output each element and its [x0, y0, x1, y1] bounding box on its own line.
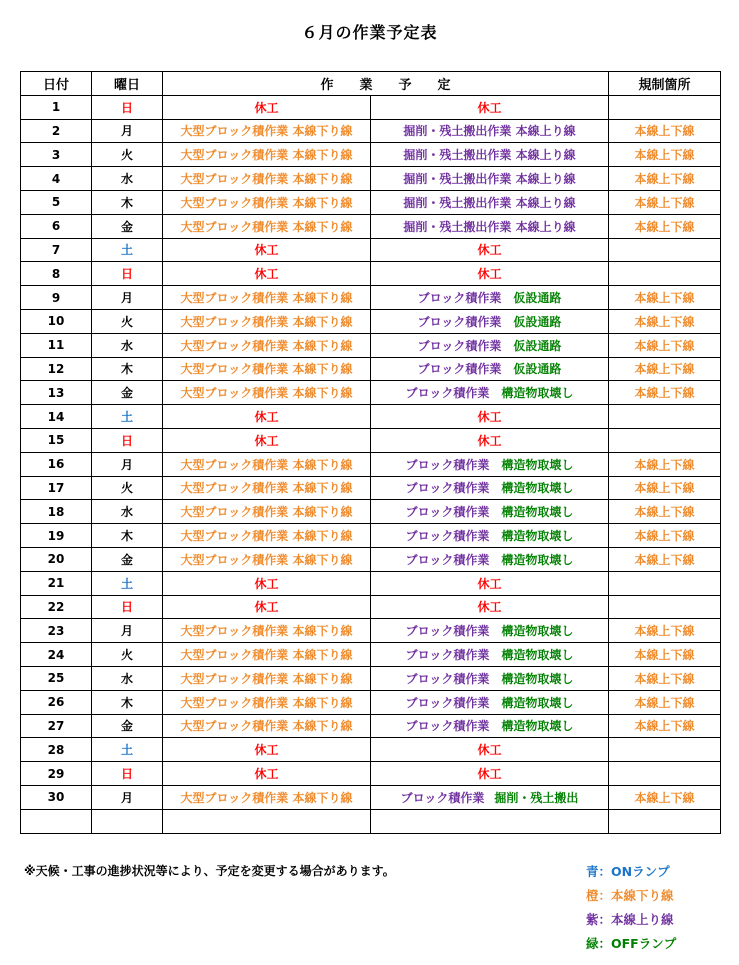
pm-work-location: 構造物取壊し: [501, 386, 574, 401]
table-row: [21, 333, 721, 357]
am-work-cell: 大型ブロック積作業 本線下り線: [163, 619, 371, 643]
pm-work-cell: [371, 643, 609, 667]
restricted-cell: [609, 262, 721, 286]
restricted-cell: 本線上下線: [609, 476, 721, 500]
pm-work-cell: [371, 809, 609, 833]
day-cell: 11: [21, 333, 92, 357]
weekday-cell: 日: [92, 428, 163, 452]
weekday-cell: 月: [92, 119, 163, 143]
pm-work-location: 仮設通路: [513, 362, 562, 377]
pm-work-location: 構造物取壊し: [501, 671, 574, 686]
table-row: [21, 714, 721, 738]
pm-work-cell: [371, 309, 609, 333]
pm-work-name: ブロック積作業: [405, 481, 490, 496]
restricted-cell: 本線上下線: [609, 666, 721, 690]
am-work-cell: [163, 809, 371, 833]
am-work-cell: 大型ブロック積作業 本線下り線: [163, 452, 371, 476]
page-title: ６月の作業予定表: [301, 23, 438, 42]
table-row: [21, 690, 721, 714]
pm-work-location: 構造物取壊し: [501, 719, 574, 734]
am-work-cell: 大型ブロック積作業 本線下り線: [163, 214, 371, 238]
day-cell: 25: [21, 666, 92, 690]
pm-work-name: 掘削・残土搬出作業 本線上り線: [403, 172, 576, 187]
table-row: [21, 262, 721, 286]
weekday-cell: 日: [92, 762, 163, 786]
weekday-cell: 土: [92, 405, 163, 429]
header-weekday: 曜日: [92, 72, 163, 96]
day-cell: 28: [21, 738, 92, 762]
table-row: [21, 428, 721, 452]
pm-work-name: 掘削・残土搬出作業 本線上り線: [403, 219, 576, 234]
table-row: [21, 309, 721, 333]
pm-work-cell: 休工: [371, 762, 609, 786]
table-row: [21, 547, 721, 571]
day-cell: 6: [21, 214, 92, 238]
restricted-cell: 本線上下線: [609, 286, 721, 310]
day-cell: 23: [21, 619, 92, 643]
weekday-cell: 火: [92, 643, 163, 667]
am-work-cell: 休工: [163, 571, 371, 595]
pm-work-location: 構造物取壊し: [501, 552, 574, 567]
am-work-cell: 大型ブロック積作業 本線下り線: [163, 643, 371, 667]
pm-work-location: 構造物取壊し: [501, 624, 574, 639]
table-row: [21, 143, 721, 167]
day-cell: 1: [21, 95, 92, 119]
pm-work-cell: [371, 357, 609, 381]
schedule-table: [20, 71, 721, 834]
restricted-cell: 本線上下線: [609, 167, 721, 191]
pm-work-name: ブロック積作業: [405, 671, 490, 686]
weekday-cell: 金: [92, 547, 163, 571]
table-row: [21, 738, 721, 762]
restricted-cell: [609, 595, 721, 619]
pm-work-cell: [371, 666, 609, 690]
pm-work-name: ブロック積作業: [405, 505, 490, 520]
day-cell: 27: [21, 714, 92, 738]
color-legend: [586, 860, 676, 956]
table-row: [21, 357, 721, 381]
table-row: [21, 595, 721, 619]
restricted-cell: [609, 428, 721, 452]
schedule-note: ※天候・工事の進捗状況等により、予定を変更する場合があります。: [24, 864, 395, 878]
schedule-body: [21, 95, 721, 833]
legend-item: 紫：本線上り線: [586, 912, 674, 927]
legend-item: 青：ONランプ: [586, 864, 670, 879]
restricted-cell: [609, 405, 721, 429]
pm-work-name: 掘削・残土搬出作業 本線上り線: [403, 148, 576, 163]
day-cell: 30: [21, 785, 92, 809]
pm-work-cell: [371, 452, 609, 476]
am-work-cell: 大型ブロック積作業 本線下り線: [163, 381, 371, 405]
day-cell: 10: [21, 309, 92, 333]
restricted-cell: 本線上下線: [609, 524, 721, 548]
restricted-cell: 本線上下線: [609, 119, 721, 143]
restricted-cell: 本線上下線: [609, 643, 721, 667]
day-cell: 18: [21, 500, 92, 524]
restricted-cell: 本線上下線: [609, 547, 721, 571]
restricted-cell: [609, 238, 721, 262]
am-work-cell: 休工: [163, 262, 371, 286]
weekday-cell: 月: [92, 785, 163, 809]
restricted-cell: 本線上下線: [609, 190, 721, 214]
am-work-cell: 大型ブロック積作業 本線下り線: [163, 333, 371, 357]
restricted-cell: 本線上下線: [609, 309, 721, 333]
day-cell: 13: [21, 381, 92, 405]
pm-work-cell: 休工: [371, 595, 609, 619]
restricted-cell: 本線上下線: [609, 214, 721, 238]
restricted-cell: 本線上下線: [609, 690, 721, 714]
weekday-cell: 金: [92, 381, 163, 405]
pm-work-location: 掘削・残土搬出: [494, 790, 579, 805]
weekday-cell: 金: [92, 714, 163, 738]
am-work-cell: 大型ブロック積作業 本線下り線: [163, 119, 371, 143]
day-cell: 19: [21, 524, 92, 548]
restricted-cell: 本線上下線: [609, 619, 721, 643]
weekday-cell: 水: [92, 666, 163, 690]
am-work-cell: 大型ブロック積作業 本線下り線: [163, 167, 371, 191]
weekday-cell: 月: [92, 286, 163, 310]
weekday-cell: 火: [92, 309, 163, 333]
weekday-cell: 木: [92, 690, 163, 714]
table-row: [21, 643, 721, 667]
day-cell: 21: [21, 571, 92, 595]
table-row: [21, 452, 721, 476]
pm-work-cell: [371, 214, 609, 238]
pm-work-cell: [371, 381, 609, 405]
pm-work-location: 構造物取壊し: [501, 648, 574, 663]
pm-work-cell: 休工: [371, 95, 609, 119]
weekday-cell: 木: [92, 357, 163, 381]
pm-work-name: ブロック積作業: [405, 457, 490, 472]
table-row: [21, 785, 721, 809]
restricted-cell: [609, 809, 721, 833]
table-row: [21, 214, 721, 238]
restricted-cell: 本線上下線: [609, 785, 721, 809]
pm-work-cell: [371, 167, 609, 191]
day-cell: 15: [21, 428, 92, 452]
table-row: [21, 286, 721, 310]
table-row: [21, 524, 721, 548]
restricted-cell: [609, 571, 721, 595]
pm-work-name: ブロック積作業: [417, 362, 502, 377]
pm-work-cell: 休工: [371, 571, 609, 595]
am-work-cell: 大型ブロック積作業 本線下り線: [163, 547, 371, 571]
day-cell: 26: [21, 690, 92, 714]
table-row: [21, 762, 721, 786]
pm-work-location: 構造物取壊し: [501, 481, 574, 496]
day-cell: 14: [21, 405, 92, 429]
pm-work-cell: [371, 714, 609, 738]
pm-work-name: ブロック積作業: [405, 552, 490, 567]
am-work-cell: 休工: [163, 595, 371, 619]
pm-work-location: 構造物取壊し: [501, 505, 574, 520]
weekday-cell: 木: [92, 190, 163, 214]
restricted-cell: 本線上下線: [609, 333, 721, 357]
pm-work-cell: [371, 119, 609, 143]
restricted-cell: 本線上下線: [609, 357, 721, 381]
header-restricted: 規制箇所: [609, 72, 721, 96]
pm-work-cell: [371, 143, 609, 167]
table-row: [21, 119, 721, 143]
restricted-cell: 本線上下線: [609, 381, 721, 405]
pm-work-name: ブロック積作業: [417, 291, 502, 306]
restricted-cell: [609, 738, 721, 762]
restricted-cell: 本線上下線: [609, 714, 721, 738]
restricted-cell: [609, 762, 721, 786]
weekday-cell: 土: [92, 571, 163, 595]
pm-work-name: ブロック積作業: [405, 719, 490, 734]
pm-work-name: ブロック積作業: [417, 338, 502, 353]
am-work-cell: 大型ブロック積作業 本線下り線: [163, 500, 371, 524]
am-work-cell: 大型ブロック積作業 本線下り線: [163, 666, 371, 690]
am-work-cell: 大型ブロック積作業 本線下り線: [163, 286, 371, 310]
day-cell: 2: [21, 119, 92, 143]
weekday-cell: 日: [92, 95, 163, 119]
weekday-cell: 火: [92, 476, 163, 500]
pm-work-cell: [371, 619, 609, 643]
pm-work-cell: [371, 690, 609, 714]
header-day: 日付: [21, 72, 92, 96]
table-row: [21, 476, 721, 500]
day-cell: 3: [21, 143, 92, 167]
pm-work-cell: [371, 547, 609, 571]
pm-work-name: ブロック積作業: [405, 624, 490, 639]
pm-work-cell: [371, 333, 609, 357]
am-work-cell: 休工: [163, 428, 371, 452]
am-work-cell: 休工: [163, 238, 371, 262]
pm-work-cell: 休工: [371, 262, 609, 286]
day-cell: 17: [21, 476, 92, 500]
restricted-cell: 本線上下線: [609, 143, 721, 167]
pm-work-name: ブロック積作業: [405, 386, 490, 401]
weekday-cell: 日: [92, 262, 163, 286]
pm-work-cell: [371, 190, 609, 214]
am-work-cell: 休工: [163, 762, 371, 786]
pm-work-name: 掘削・残土搬出作業 本線上り線: [403, 195, 576, 210]
weekday-cell: 火: [92, 143, 163, 167]
am-work-cell: 休工: [163, 738, 371, 762]
weekday-cell: 土: [92, 238, 163, 262]
weekday-cell: 木: [92, 524, 163, 548]
am-work-cell: 大型ブロック積作業 本線下り線: [163, 190, 371, 214]
pm-work-name: ブロック積作業: [405, 648, 490, 663]
am-work-cell: 休工: [163, 405, 371, 429]
weekday-cell: 日: [92, 595, 163, 619]
day-cell: 29: [21, 762, 92, 786]
table-row: [21, 571, 721, 595]
table-row: [21, 666, 721, 690]
day-cell: [21, 809, 92, 833]
pm-work-cell: [371, 476, 609, 500]
pm-work-cell: [371, 500, 609, 524]
table-row: [21, 381, 721, 405]
day-cell: 5: [21, 190, 92, 214]
pm-work-name: ブロック積作業: [417, 314, 502, 329]
legend-item: 橙：本線下り線: [586, 888, 674, 903]
weekday-cell: 水: [92, 167, 163, 191]
pm-work-name: 掘削・残土搬出作業 本線上り線: [403, 124, 576, 139]
weekday-cell: 土: [92, 738, 163, 762]
pm-work-location: 構造物取壊し: [501, 457, 574, 472]
day-cell: 16: [21, 452, 92, 476]
weekday-cell: [92, 809, 163, 833]
pm-work-cell: 休工: [371, 428, 609, 452]
weekday-cell: 水: [92, 333, 163, 357]
weekday-cell: 月: [92, 452, 163, 476]
table-row: [21, 95, 721, 119]
restricted-cell: [609, 95, 721, 119]
pm-work-name: ブロック積作業: [400, 790, 485, 805]
am-work-cell: 大型ブロック積作業 本線下り線: [163, 357, 371, 381]
restricted-cell: 本線上下線: [609, 452, 721, 476]
pm-work-cell: [371, 785, 609, 809]
pm-work-location: 仮設通路: [513, 338, 562, 353]
pm-work-name: ブロック積作業: [405, 695, 490, 710]
pm-work-name: ブロック積作業: [405, 529, 490, 544]
table-header-row: [21, 72, 721, 96]
pm-work-cell: 休工: [371, 238, 609, 262]
weekday-cell: 水: [92, 500, 163, 524]
am-work-cell: 大型ブロック積作業 本線下り線: [163, 785, 371, 809]
table-row: [21, 238, 721, 262]
weekday-cell: 金: [92, 214, 163, 238]
day-cell: 22: [21, 595, 92, 619]
day-cell: 24: [21, 643, 92, 667]
pm-work-location: 仮設通路: [513, 314, 562, 329]
table-row: [21, 190, 721, 214]
table-row: [21, 167, 721, 191]
table-row: [21, 500, 721, 524]
day-cell: 20: [21, 547, 92, 571]
am-work-cell: 大型ブロック積作業 本線下り線: [163, 143, 371, 167]
pm-work-cell: 休工: [371, 738, 609, 762]
am-work-cell: 大型ブロック積作業 本線下り線: [163, 524, 371, 548]
am-work-cell: 大型ブロック積作業 本線下り線: [163, 476, 371, 500]
pm-work-location: 構造物取壊し: [501, 529, 574, 544]
weekday-cell: 月: [92, 619, 163, 643]
table-row: [21, 405, 721, 429]
pm-work-cell: [371, 286, 609, 310]
pm-work-location: 構造物取壊し: [501, 695, 574, 710]
pm-work-location: 仮設通路: [513, 291, 562, 306]
table-row: [21, 809, 721, 833]
day-cell: 9: [21, 286, 92, 310]
table-row: [21, 619, 721, 643]
day-cell: 4: [21, 167, 92, 191]
pm-work-cell: 休工: [371, 405, 609, 429]
day-cell: 8: [21, 262, 92, 286]
am-work-cell: 大型ブロック積作業 本線下り線: [163, 690, 371, 714]
am-work-cell: 休工: [163, 95, 371, 119]
pm-work-cell: [371, 524, 609, 548]
am-work-cell: 大型ブロック積作業 本線下り線: [163, 714, 371, 738]
day-cell: 7: [21, 238, 92, 262]
am-work-cell: 大型ブロック積作業 本線下り線: [163, 309, 371, 333]
header-work: 作 業 予 定: [163, 72, 609, 96]
legend-item: 緑：OFFランプ: [586, 936, 677, 951]
restricted-cell: 本線上下線: [609, 500, 721, 524]
day-cell: 12: [21, 357, 92, 381]
